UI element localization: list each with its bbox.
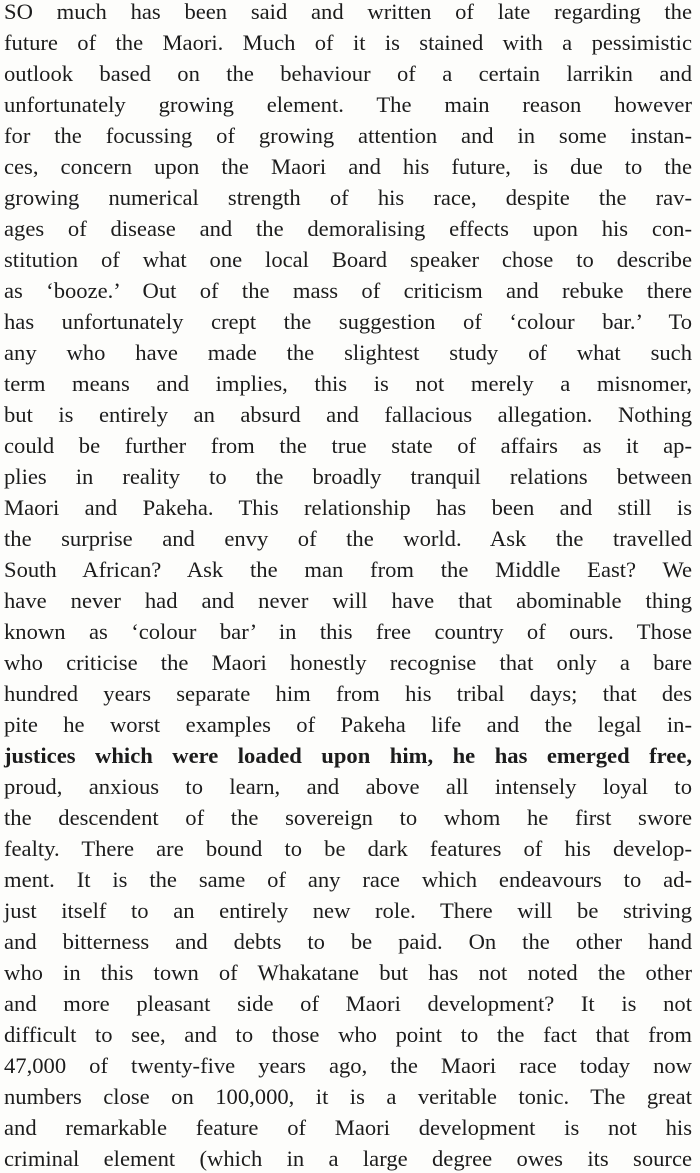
text-line: unfortunately growing element. The main reason however [4,92,692,117]
text-line: 47,000 of twenty-five years ago, the Maori race today now [4,1053,692,1078]
text-line: could be further from the true state of affairs as it ap- [4,433,692,458]
text-line: Maori and Pakeha. This relationship has been and still is [4,495,692,520]
text-line: who criticise the Maori honestly recognise that only a bare [4,650,692,675]
text-line: pite he worst examples of Pakeha life and the legal in- [4,712,692,737]
text-line: just itself to an entirely new role. There will be striving [4,898,692,923]
text-line: future of the Maori. Much of it is stained with a pessimistic [4,30,692,55]
text-line: plies in reality to the broadly tranquil relations between [4,464,692,489]
text-line: and more pleasant side of Maori development? It is not [4,991,692,1016]
article-column [4,0,692,1173]
text-line: proud, anxious to learn, and above all intensely loyal to [4,774,692,799]
text-line: but is entirely an absurd and fallacious allegation. Nothing [4,402,692,427]
text-line: for the focussing of growing attention and in some instan- [4,123,692,148]
text-line: SO much has been said and written of late regarding the [4,0,692,24]
text-line: has unfortunately crept the suggestion of ‘colour bar.’ To [4,309,692,334]
text-line: ages of disease and the demoralising effects upon his con- [4,216,692,241]
text-line: ment. It is the same of any race which endeavours to ad- [4,867,692,892]
text-line: outlook based on the behaviour of a certain larrikin and [4,61,692,86]
text-line: who in this town of Whakatane but has not noted the other [4,960,692,985]
text-line: growing numerical strength of his race, despite the rav- [4,185,692,210]
text-line: any who have made the slightest study of what such [4,340,692,365]
text-line: ces, concern upon the Maori and his future, is due to the [4,154,692,179]
text-line: numbers close on 100,000, it is a veritable tonic. The great [4,1084,692,1109]
text-line: the surprise and envy of the world. Ask the travelled [4,526,692,551]
text-line: stitution of what one local Board speaker chose to describe [4,247,692,272]
text-line: justices which were loaded upon him, he has emerged free, [4,743,692,768]
text-line: term means and implies, this is not merely a misnomer, [4,371,692,396]
text-line: South African? Ask the man from the Middle East? We [4,557,692,582]
text-line: known as ‘colour bar’ in this free country of ours. Those [4,619,692,644]
text-line: hundred years separate him from his tribal days; that des [4,681,692,706]
text-line: have never had and never will have that abominable thing [4,588,692,613]
text-line: criminal element (which in a large degree owes its source [4,1146,692,1171]
text-line: and remarkable feature of Maori development is not his [4,1115,692,1140]
text-line: and bitterness and debts to be paid. On the other hand [4,929,692,954]
text-line: difficult to see, and to those who point to the fact that from [4,1022,692,1047]
text-line: the descendent of the sovereign to whom he first swore [4,805,692,830]
text-line: as ‘booze.’ Out of the mass of criticism and rebuke there [4,278,692,303]
text-line: fealty. There are bound to be dark features of his develop- [4,836,692,861]
